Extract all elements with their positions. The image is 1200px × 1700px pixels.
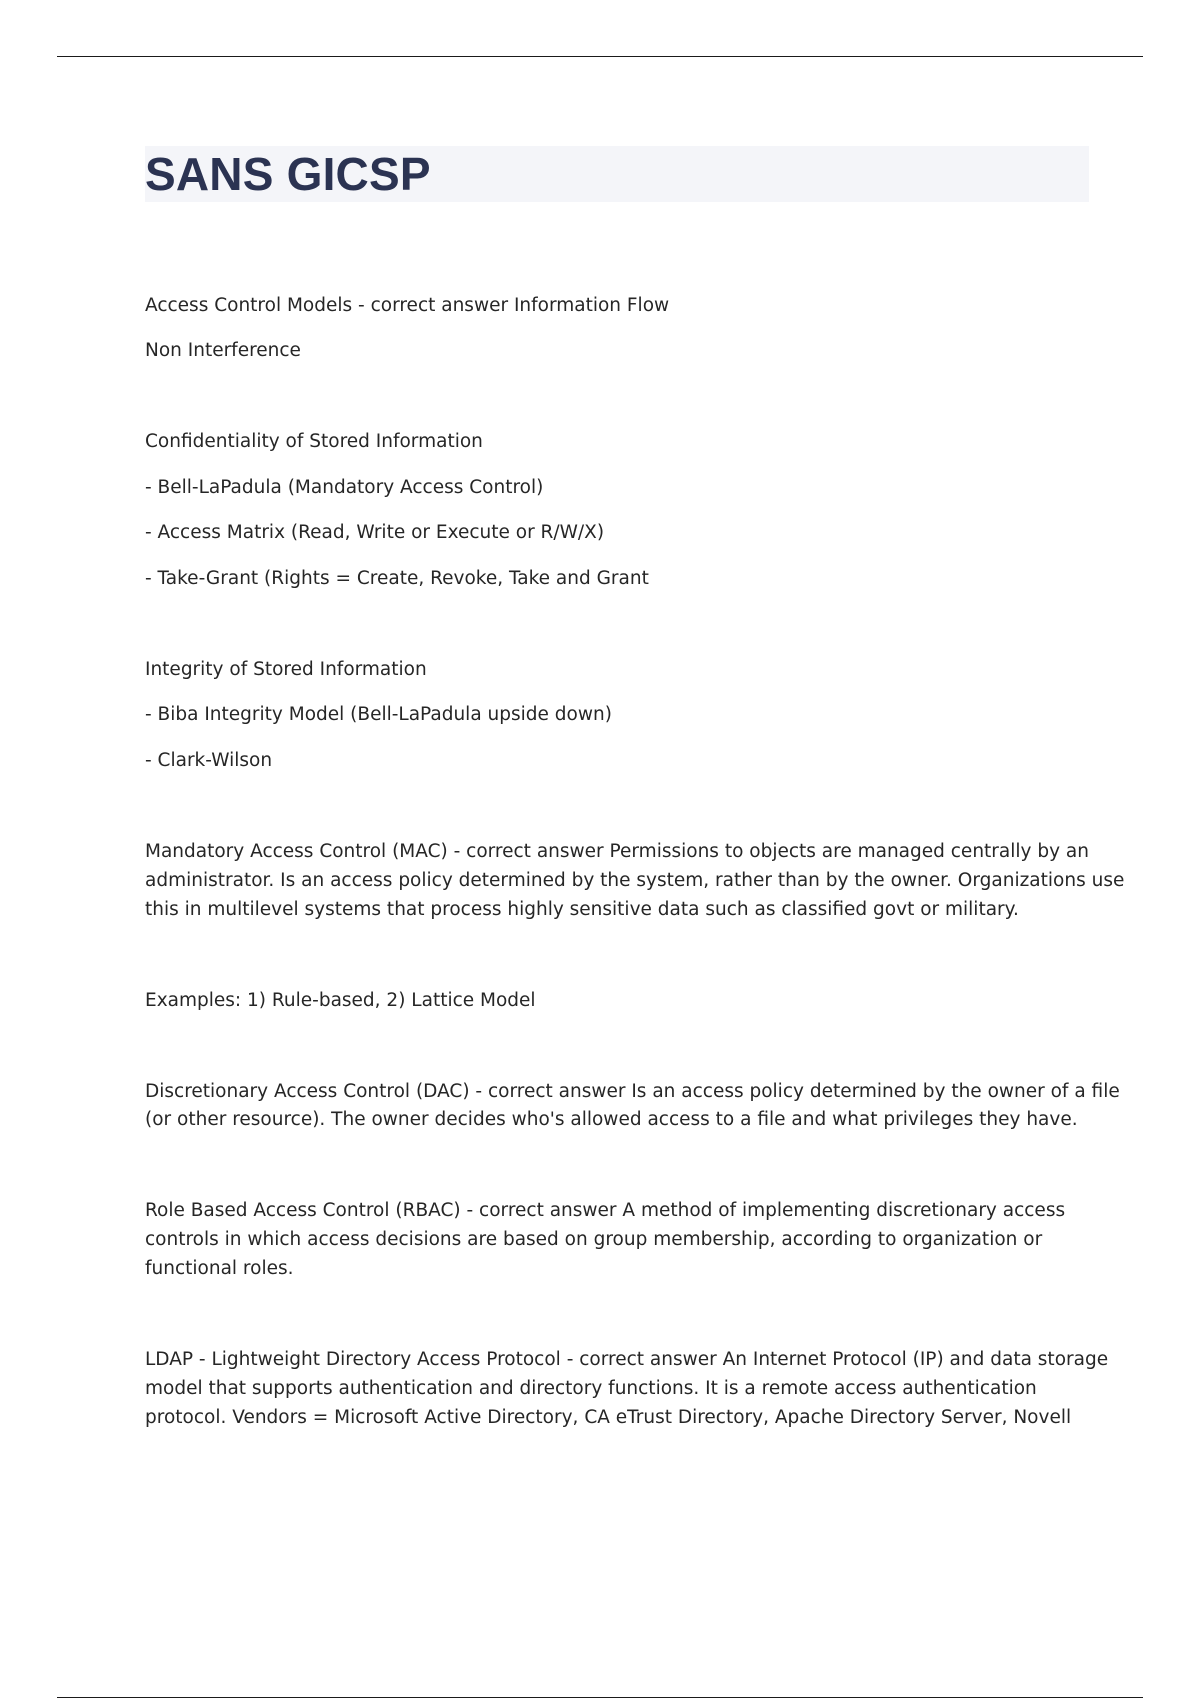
text-line: Role Based Access Control (RBAC) - correct answer A method of implementing discretionary access [145, 1200, 1066, 1221]
text-line: model that supports authentication and directory functions. It is a remote access authentication [145, 1378, 1037, 1399]
text-line: protocol. Vendors = Microsoft Active Directory, CA eTrust Directory, Apache Directory Server, Novell [145, 1407, 1072, 1428]
text-line: Confidentiality of Stored Information [145, 431, 483, 452]
text-line: - Access Matrix (Read, Write or Execute or R/W/X) [145, 522, 605, 543]
text-line: - Biba Integrity Model (Bell-LaPadula upside down) [145, 704, 612, 725]
text-line: controls in which access decisions are based on group membership, according to organization or [145, 1229, 1043, 1250]
text-line: Mandatory Access Control (MAC) - correct answer Permissions to objects are managed centrally by an [145, 841, 1089, 862]
document-title: SANS GICSP [145, 148, 431, 200]
text-line: - Take-Grant (Rights = Create, Revoke, Take and Grant [145, 568, 649, 589]
text-line: administrator. Is an access policy determined by the system, rather than by the owner. Organizations use [145, 870, 1125, 891]
text-line: (or other resource). The owner decides who's allowed access to a file and what privileges they have. [145, 1109, 1078, 1130]
text-line: Integrity of Stored Information [145, 659, 427, 680]
top-rule [57, 56, 1143, 57]
text-line: functional roles. [145, 1258, 294, 1279]
bottom-rule [57, 1697, 1143, 1698]
text-line: Discretionary Access Control (DAC) - correct answer Is an access policy determined by the owner of a file [145, 1081, 1120, 1102]
text-line: Access Control Models - correct answer Information Flow [145, 295, 670, 316]
text-line: Examples: 1) Rule-based, 2) Lattice Model [145, 990, 536, 1011]
text-line: - Clark-Wilson [145, 750, 273, 771]
text-line: - Bell-LaPadula (Mandatory Access Control) [145, 477, 544, 498]
text-line: Non Interference [145, 340, 301, 361]
text-line: this in multilevel systems that process highly sensitive data such as classified govt or military. [145, 899, 1019, 920]
text-line: LDAP - Lightweight Directory Access Protocol - correct answer An Internet Protocol (IP) and data storage [145, 1349, 1109, 1370]
